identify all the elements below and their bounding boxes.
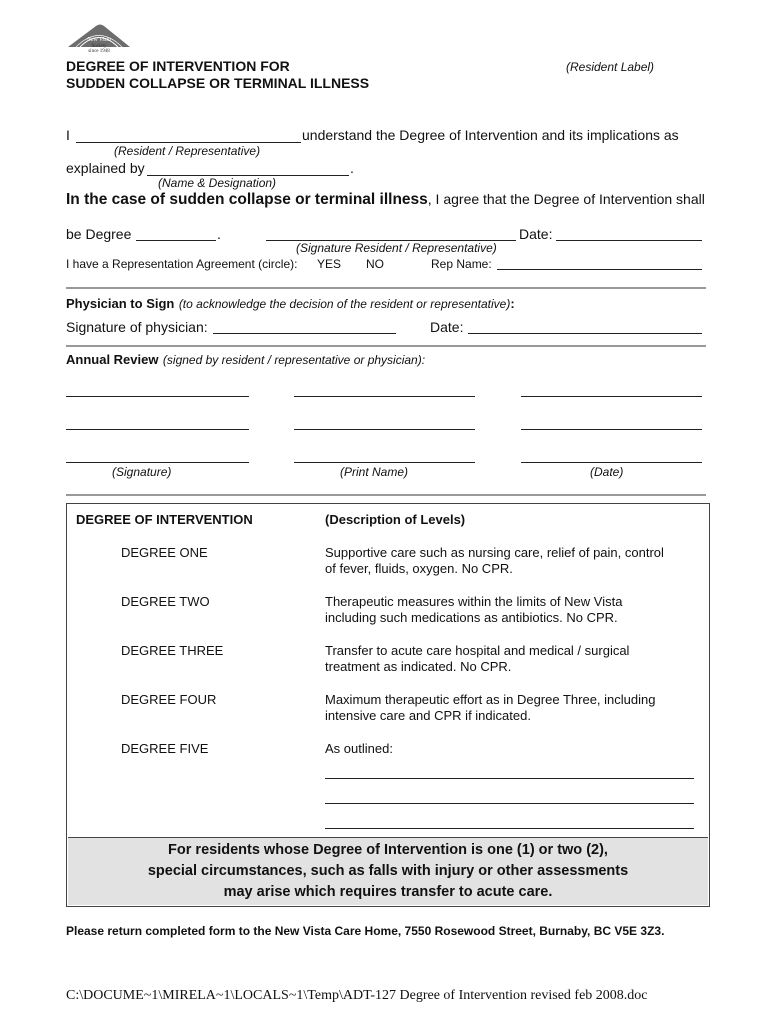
transfer-note-box <box>68 837 708 905</box>
review-signature-field-2[interactable] <box>66 429 249 430</box>
degree-four-label: DEGREE FOUR <box>121 692 217 707</box>
col-date-label: (Date) <box>590 465 624 479</box>
be-degree-period: . <box>217 226 221 242</box>
divider-2 <box>66 345 706 347</box>
review-date-field-1[interactable] <box>521 396 702 397</box>
degree-five-label: DEGREE FIVE <box>121 741 209 756</box>
transfer-note-line-3: may arise which requires transfer to acute care. <box>223 884 553 900</box>
levels-table <box>66 503 710 907</box>
rep-name-field[interactable] <box>497 269 702 270</box>
physician-date-label: Date: <box>430 319 464 335</box>
degree-five-description: As outlined: <box>325 741 393 756</box>
divider-1 <box>66 287 706 289</box>
transfer-note-line-2: special circumstances, such as falls with injury or other assessments <box>147 863 629 879</box>
table-col1-header: DEGREE OF INTERVENTION <box>76 512 253 527</box>
degree-field[interactable] <box>136 240 216 241</box>
degree-one-description: Supportive care such as nursing care, relief of pain, control of fever, fluids, oxygen. No CPR. <box>325 545 664 576</box>
degree-five-outline-field-1[interactable] <box>325 778 694 779</box>
return-instructions: Please return completed form to the New Vista Care Home, 7550 Rosewood Street, Burnaby, BC V5E 3Z3. <box>66 924 665 938</box>
degree-three-description: Transfer to acute care hospital and medical / surgical treatment as indicated. No CPR. <box>325 643 630 674</box>
table-col2-header: (Description of Levels) <box>325 512 466 527</box>
case-rest: , I agree that the Degree of Intervention shall <box>427 191 705 207</box>
col-print-name-label: (Print Name) <box>340 465 409 479</box>
physician-heading: Physician to Sign (to acknowledge the decision of the resident or representative): <box>66 296 515 311</box>
review-signature-field-3[interactable] <box>66 462 249 463</box>
new-vista-logo <box>66 20 132 56</box>
degree-five-outline-field-3[interactable] <box>325 828 694 829</box>
degree-three-label: DEGREE THREE <box>121 643 224 658</box>
page-title <box>66 58 369 92</box>
name-designation-hint: (Name & Designation) <box>158 176 277 190</box>
resident-rep-hint: (Resident / Representative) <box>114 144 261 158</box>
case-bold: In the case of sudden collapse or terminal illness <box>66 191 428 208</box>
understand-text: understand the Degree of Intervention and its implications as <box>302 127 679 143</box>
date-field[interactable] <box>556 240 702 241</box>
i-text: I <box>66 127 70 143</box>
review-print-name-field-2[interactable] <box>294 429 475 430</box>
review-print-name-field-3[interactable] <box>294 462 475 463</box>
resident-name-field[interactable] <box>76 142 301 143</box>
signature-hint: (Signature Resident / Representative) <box>296 241 497 255</box>
physician-signature-label: Signature of physician: <box>66 319 208 335</box>
col-signature-label: (Signature) <box>112 465 172 479</box>
case-statement <box>66 191 705 209</box>
explained-by-text: explained by <box>66 160 145 176</box>
date-label: Date: <box>519 226 553 242</box>
title-line-1: DEGREE OF INTERVENTION FOR <box>66 58 290 74</box>
annual-review-heading: Annual Review (signed by resident / representative or physician): <box>66 352 426 367</box>
logo-subtitle: Society since 1948 <box>88 44 110 54</box>
degree-two-description: Therapeutic measures within the limits of New Vista including such medications as antibiotics. No CPR. <box>325 594 623 625</box>
svg-text:New Vista: New Vista <box>86 37 112 43</box>
review-date-field-2[interactable] <box>521 429 702 430</box>
rep-name-label: Rep Name: <box>431 257 492 271</box>
degree-one-label: DEGREE ONE <box>121 545 208 560</box>
file-path: C:\DOCUME~1\MIRELA~1\LOCALS~1\Temp\ADT-127 Degree of Intervention revised feb 2008.doc <box>66 988 648 1003</box>
degree-two-label: DEGREE TWO <box>121 594 210 609</box>
physician-signature-field[interactable] <box>213 333 396 334</box>
be-degree-text: be Degree <box>66 226 132 242</box>
no-option[interactable]: NO <box>366 257 384 271</box>
physician-date-field[interactable] <box>468 333 702 334</box>
resident-label: (Resident Label) <box>566 60 655 74</box>
rep-agreement-text: I have a Representation Agreement (circle): <box>66 257 298 271</box>
divider-3 <box>66 494 706 496</box>
yes-option[interactable]: YES <box>317 257 342 271</box>
degree-five-outline-field-2[interactable] <box>325 803 694 804</box>
transfer-note-line-1: For residents whose Degree of Intervention is one (1) or two (2), <box>168 842 608 858</box>
review-date-field-3[interactable] <box>521 462 702 463</box>
review-print-name-field-1[interactable] <box>294 396 475 397</box>
degree-four-description: Maximum therapeutic effort as in Degree Three, including intensive care and CPR if indicated. <box>325 692 656 723</box>
review-signature-field-1[interactable] <box>66 396 249 397</box>
explained-period: . <box>350 160 354 176</box>
title-line-2: SUDDEN COLLAPSE OR TERMINAL ILLNESS <box>66 75 370 91</box>
